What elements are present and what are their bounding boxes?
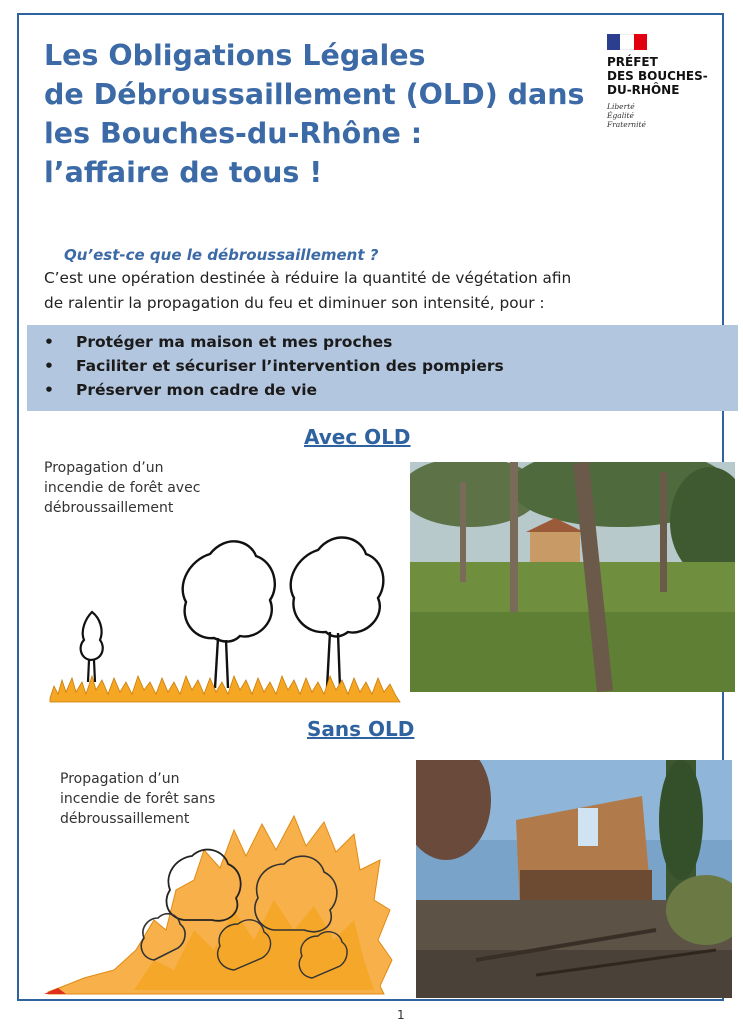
with-old-illustration	[44, 520, 406, 705]
title-line: les Bouches-du-Rhône :	[44, 117, 423, 150]
bullet-item	[44, 381, 317, 399]
logo-name-line: DU-RHÔNE	[607, 83, 680, 97]
intro-line: C’est une opération destinée à réduire la quantité de végétation afin	[44, 269, 572, 287]
title-line: Les Obligations Légales	[44, 39, 426, 72]
logo-name	[607, 55, 727, 97]
motto-line: Liberté	[607, 102, 635, 111]
bullet-item	[44, 333, 392, 351]
bullet-item	[44, 357, 504, 375]
without-old-illustration	[44, 810, 396, 996]
without-old-photo	[416, 760, 732, 998]
bullet-dot: •	[44, 381, 54, 399]
with-old-heading: Avec OLD	[304, 425, 411, 449]
page-title	[44, 36, 589, 192]
motto-line: Égalité	[607, 111, 634, 120]
title-line: l’affaire de tous !	[44, 156, 323, 189]
caption-line: débroussaillement	[60, 811, 190, 827]
caption-line: Propagation d’un	[44, 460, 164, 476]
bullet-text: Faciliter et sécuriser l’intervention des pompiers	[76, 357, 504, 375]
bullet-dot: •	[44, 357, 54, 375]
with-old-caption	[44, 458, 200, 518]
page-frame-bottom	[17, 999, 724, 1001]
caption-line: débroussaillement	[44, 500, 174, 516]
intro-question: Qu’est-ce que le débroussaillement ?	[64, 246, 379, 264]
french-flag-icon	[607, 34, 647, 50]
prefecture-logo	[607, 34, 727, 129]
with-old-photo	[410, 462, 735, 692]
page-number: 1	[397, 1008, 405, 1022]
logo-motto	[607, 102, 727, 129]
caption-line: incendie de forêt avec	[44, 480, 201, 496]
without-old-heading: Sans OLD	[307, 717, 415, 741]
intro-line: de ralentir la propagation du feu et diminuer son intensité, pour :	[44, 294, 545, 312]
logo-name-line: PRÉFET	[607, 55, 658, 69]
bullet-text: Préserver mon cadre de vie	[76, 381, 318, 399]
bullet-text: Protéger ma maison et mes proches	[76, 333, 393, 351]
motto-line: Fraternité	[607, 120, 646, 129]
bullet-dot: •	[44, 333, 54, 351]
caption-line: Propagation d’un	[60, 771, 180, 787]
logo-name-line: DES BOUCHES-	[607, 69, 708, 83]
title-line: de Débroussaillement (OLD) dans	[44, 78, 585, 111]
caption-line: incendie de forêt sans	[60, 791, 216, 807]
intro-text	[44, 266, 734, 316]
